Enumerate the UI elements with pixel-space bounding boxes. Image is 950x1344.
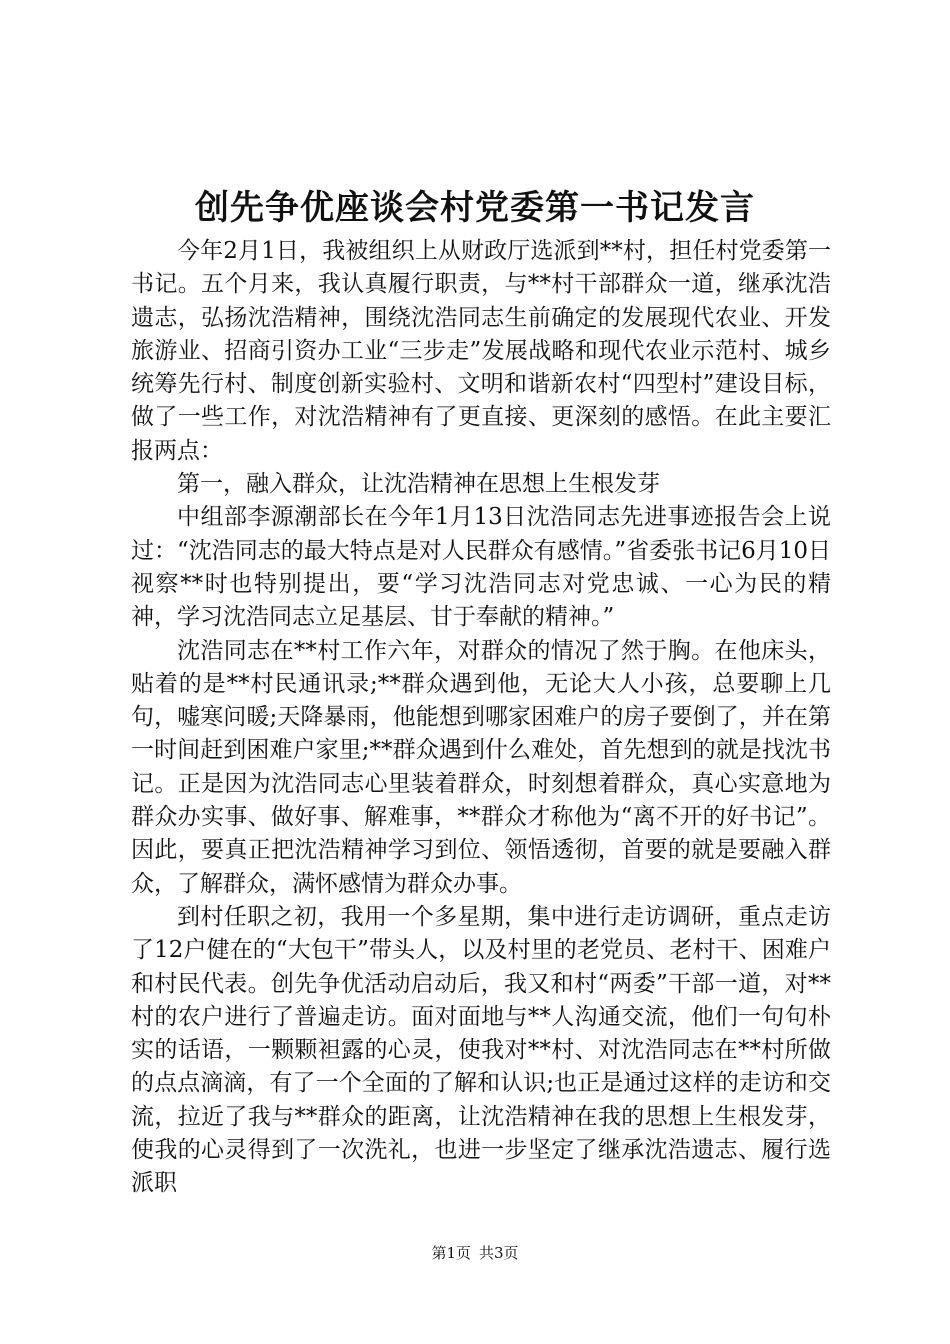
section-heading: 第一，融入群众，让沈浩精神在思想上生根发芽 [177, 471, 660, 498]
page-number: 第1页 [431, 1244, 471, 1262]
paragraph-shenhao: 沈浩同志在**村工作六年，对群众的情况了然于胸。在他床头，贴着的是**村民通讯录;**群众遇到他，无论大人小孩，总要聊上几句，嘘寒问暖;天降暴雨，他能想到哪家困难户的房子要倒了，并在第一时间赶到困难户家里;**群众遇到什么难处，首先想到的就是找沈书记。正是因为沈浩同志心里装着群众，时刻想着群众，真心实意地为群众办实事、做好事、解难事，**群众才称他为“离不开的好书记”。因此，要真正把沈浩精神学习到位、领悟透彻，首要的就是要融入群众，了解群众，满怀感情为群众办事。 [131, 637, 831, 897]
paragraph-visits: 到村任职之初，我用一个多星期，集中进行走访调研，重点走访了12户健在的“大包干”带头人，以及村里的老党员、老村干、困难户和村民代表。创先争优活动启动后，我又和村“两委”干部一道，对**村的农户进行了普遍走访。面对面地与**人沟通交流，他们一句句朴实的话语，一颗颗袒露的心灵，使我对**村、对沈浩同志在**村所做的点点滴滴，有了一个全面的了解和认识;也正是通过这样的走访和交流，拉近了我与**群众的距离，让沈浩精神在我的思想上生根发芽，使我的心灵得到了一次洗礼，也进一步坚定了继承沈浩遗志、履行选派职 [131, 903, 831, 1197]
paragraph-intro: 今年2月1日，我被组织上从财政厅选派到**村，担任村党委第一书记。五个月来，我认真履行职责，与**村干部群众一道，继承沈浩遗志，弘扬沈浩精神，围绕沈浩同志生前确定的发展现代农业、开发旅游业、招商引资办工业“三步走”发展战略和现代农业示范村、城乡统筹先行村、制度创新实验村、文明和谐新农村“四型村”建设目标，做了一些工作，对沈浩精神有了更直接、更深刻的感悟。在此主要汇报两点： [131, 238, 831, 464]
page-total: 共3页 [479, 1244, 519, 1262]
page-footer [0, 1241, 950, 1265]
document-title: 创先争优座谈会村党委第一书记发言 [195, 188, 755, 228]
document-body [131, 235, 831, 1201]
paragraph-quote: 中组部李源潮部长在今年1月13日沈浩同志先进事迹报告会上说过：“沈浩同志的最大特点是对人民群众有感情。”省委张书记6月10日视察**时也特别提出，要“学习沈浩同志对党忠诚、一心为民的精神，学习沈浩同志立足基层、甘于奉献的精神。” [131, 504, 831, 631]
